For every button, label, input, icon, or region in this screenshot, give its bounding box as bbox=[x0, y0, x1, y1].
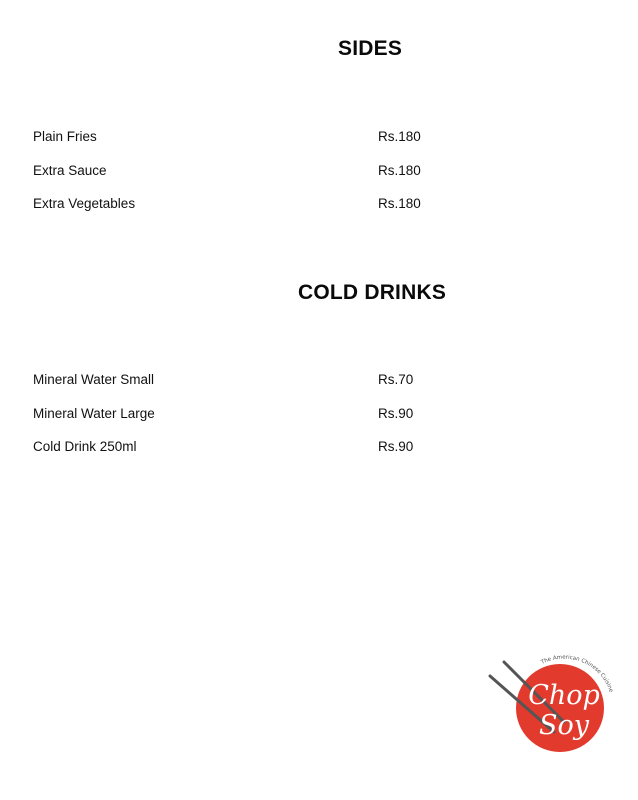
menu-item-mineral-water-large bbox=[33, 405, 453, 439]
sides-menu-list bbox=[33, 128, 453, 229]
menu-item-name: Extra Vegetables bbox=[33, 196, 136, 211]
menu-item-price: Rs.70 bbox=[378, 372, 414, 387]
menu-item-mineral-water-small bbox=[33, 371, 453, 405]
logo-tagline-path: The American Chinese Cuisine bbox=[540, 654, 614, 694]
cold-drinks-heading: COLD DRINKS bbox=[298, 281, 447, 304]
sides-heading: SIDES bbox=[338, 37, 403, 60]
logo-word-soy: Soy bbox=[538, 710, 590, 741]
logo-word-chop: Chop bbox=[528, 680, 600, 711]
cold-drinks-menu-list bbox=[33, 371, 453, 472]
menu-item-cold-drink-250ml bbox=[33, 438, 453, 472]
menu-item-name: Extra Sauce bbox=[33, 162, 107, 178]
menu-item-price: Rs.90 bbox=[378, 405, 414, 421]
menu-item-name: Cold Drink 250ml bbox=[33, 439, 137, 454]
menu-item-extra-vegetables bbox=[33, 195, 453, 229]
menu-item-plain-fries bbox=[33, 128, 453, 162]
menu-item-name: Plain Fries bbox=[33, 129, 97, 144]
menu-item-price: Rs.180 bbox=[378, 162, 421, 178]
menu-item-extra-sauce bbox=[33, 162, 453, 196]
menu-item-price: Rs.180 bbox=[378, 196, 421, 211]
menu-item-name: Mineral Water Small bbox=[33, 372, 155, 387]
menu-item-price: Rs.90 bbox=[378, 439, 414, 454]
menu-item-price: Rs.180 bbox=[378, 129, 421, 144]
chop-soy-logo bbox=[484, 652, 614, 762]
menu-item-name: Mineral Water Large bbox=[33, 405, 155, 421]
